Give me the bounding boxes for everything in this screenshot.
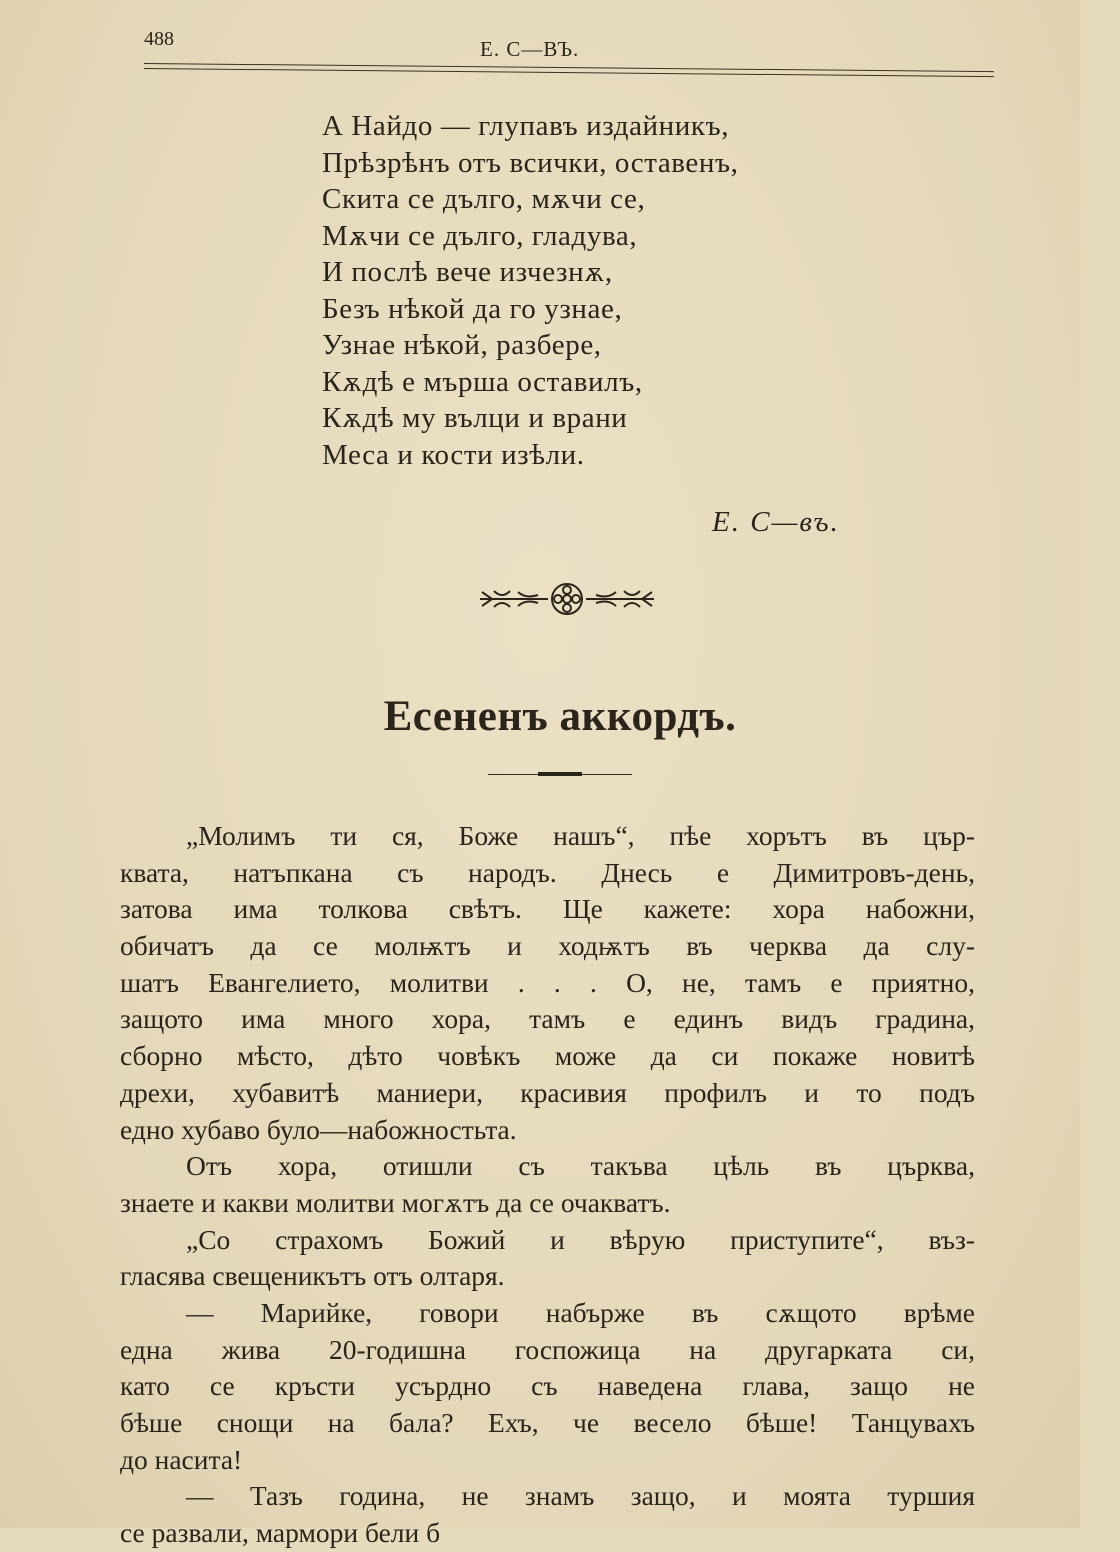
poem-line: Скита се дълго, мѫчи се, xyxy=(322,183,646,215)
poem-line: А Найдо — глупавъ издайникъ, xyxy=(322,110,730,142)
page-number: 488 xyxy=(144,28,174,50)
text-line: едно хубаво було—набожностьта. xyxy=(120,1113,517,1145)
text-line: сборно мѣсто, дѣто човѣкъ може да си покаже новитѣ xyxy=(120,1040,975,1072)
text-line: до насита! xyxy=(120,1443,243,1475)
text-line: „Молимъ ти ся, Боже нашъ“, пѣе хорътъ въ цър- xyxy=(186,820,975,851)
text-line: знаете и какви молитви могѫтъ да се очакватъ. xyxy=(120,1186,671,1218)
text-line: обичатъ да се молѭтъ и ходѭтъ въ черква да слу- xyxy=(120,930,975,962)
text-line: дрехи, хубавитѣ маниери, красивия профилъ и то подъ xyxy=(120,1076,975,1108)
text-line: шатъ Евангелието, молитви . . . О, не, тамъ е приятно, xyxy=(120,966,975,998)
article-title: Есененъ аккордъ. xyxy=(383,693,737,740)
floral-ornament-icon xyxy=(478,582,656,616)
text-line: една жива 20-годишна госпожица на другарката си, xyxy=(120,1333,975,1365)
poem-line: Безъ нѣкой да го узнае, xyxy=(322,292,623,325)
text-line: „Со страхомъ Божий и вѣрую приступите“, въз- xyxy=(186,1223,975,1255)
text-line: защото има много хора, тамъ е единъ видъ градина, xyxy=(120,1003,975,1035)
article-body xyxy=(120,818,975,1549)
poem-stanza xyxy=(322,108,738,473)
text-line: затова има толкова свѣтъ. Ще кажете: хора набожни, xyxy=(120,893,975,925)
poem-signature: Е. С—въ. xyxy=(712,506,840,538)
poem-line: Кѫдѣ е мърша оставилъ, xyxy=(322,365,643,398)
poem-line: Меса и кости изѣли. xyxy=(322,438,585,471)
text-line: — Марийке, говори набърже въ сѫщото врѣме xyxy=(186,1296,975,1328)
poem-line: Кѫдѣ му вълци и врани xyxy=(322,402,628,434)
text-line: квата, натъпкана съ народъ. Днесь е Димитровъ-день, xyxy=(120,856,975,888)
text-line: гласява свещеникътъ отъ олтаря. xyxy=(120,1260,505,1292)
poem-line: Мѫчи се дълго, гладува, xyxy=(322,219,638,252)
text-line: — Тазъ година, не знамъ защо, и моята туршия xyxy=(186,1480,975,1512)
text-line: Отъ хора, отишли съ такъва цѣль въ църква, xyxy=(186,1150,975,1182)
header-rule xyxy=(144,63,994,72)
title-divider xyxy=(488,774,632,775)
poem-line: И послѣ вече изчезнѫ, xyxy=(322,256,613,288)
text-line: като се кръсти усърдно съ наведена глава, защо не xyxy=(120,1370,975,1402)
poem-line: Прѣзрѣнъ отъ всички, оставенъ, xyxy=(322,146,739,179)
running-head: Е. С—ВЪ. xyxy=(480,37,580,61)
text-line: се развали, мармори бели б xyxy=(120,1517,441,1549)
text-line: бѣше снощи на бала? Ехъ, че весело бѣше! Танцувахъ xyxy=(120,1407,975,1438)
poem-line: Узнае нѣкой, разбере, xyxy=(322,329,602,361)
